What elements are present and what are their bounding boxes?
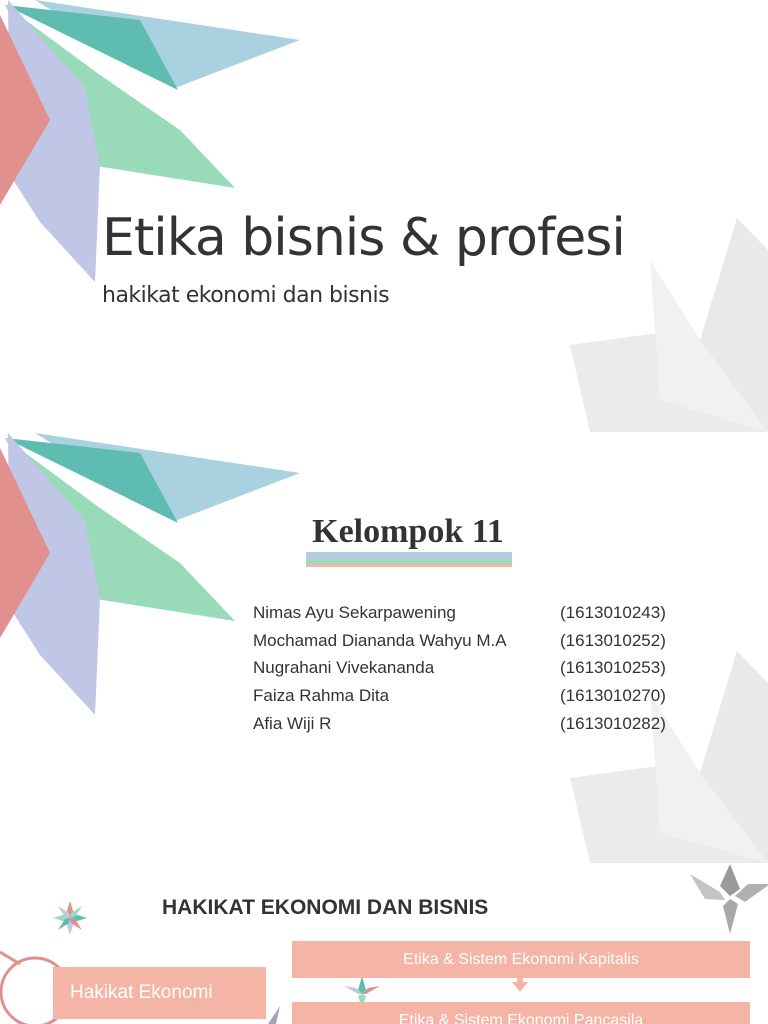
member-name: Faiza Rahma Dita [253, 686, 390, 706]
slide-hakikat [0, 864, 768, 1024]
kapitalis-box: Etika & Sistem Ekonomi Kapitalis [292, 941, 750, 978]
slide-title [0, 0, 768, 432]
member-name: Nimas Ayu Sekarpawening [253, 603, 456, 622]
member-nim: (1613010252) [560, 630, 666, 650]
group-title: Kelompok 11 [312, 513, 504, 550]
member-nim: (1613010270) [560, 686, 666, 706]
member-row [253, 714, 683, 742]
member-name: Afia Wiji R [253, 713, 332, 733]
member-nim: (1613010243) [560, 603, 666, 622]
underline-bar-salmon [306, 564, 512, 567]
member-list [253, 603, 683, 741]
member-row [253, 658, 683, 686]
member-row [253, 603, 683, 631]
member-row [253, 686, 683, 714]
member-nim: (1613010282) [560, 713, 666, 733]
slide-group-members [0, 433, 768, 863]
presentation-title: Etika bisnis & profesi [102, 208, 625, 268]
pancasila-box: Etika & Sistem Ekonomi Pancasila [292, 1002, 750, 1024]
member-row [253, 631, 683, 659]
hakikat-ekonomi-box: Hakikat Ekonomi [53, 967, 266, 1019]
member-nim: (1613010253) [560, 658, 666, 678]
presentation-subtitle: hakikat ekonomi dan bisnis [102, 283, 390, 308]
member-name: Mochamad Diananda Wahyu M.A [253, 630, 507, 650]
section-heading: HAKIKAT EKONOMI DAN BISNIS [162, 896, 489, 919]
member-name: Nugrahani Vivekananda [253, 658, 435, 678]
